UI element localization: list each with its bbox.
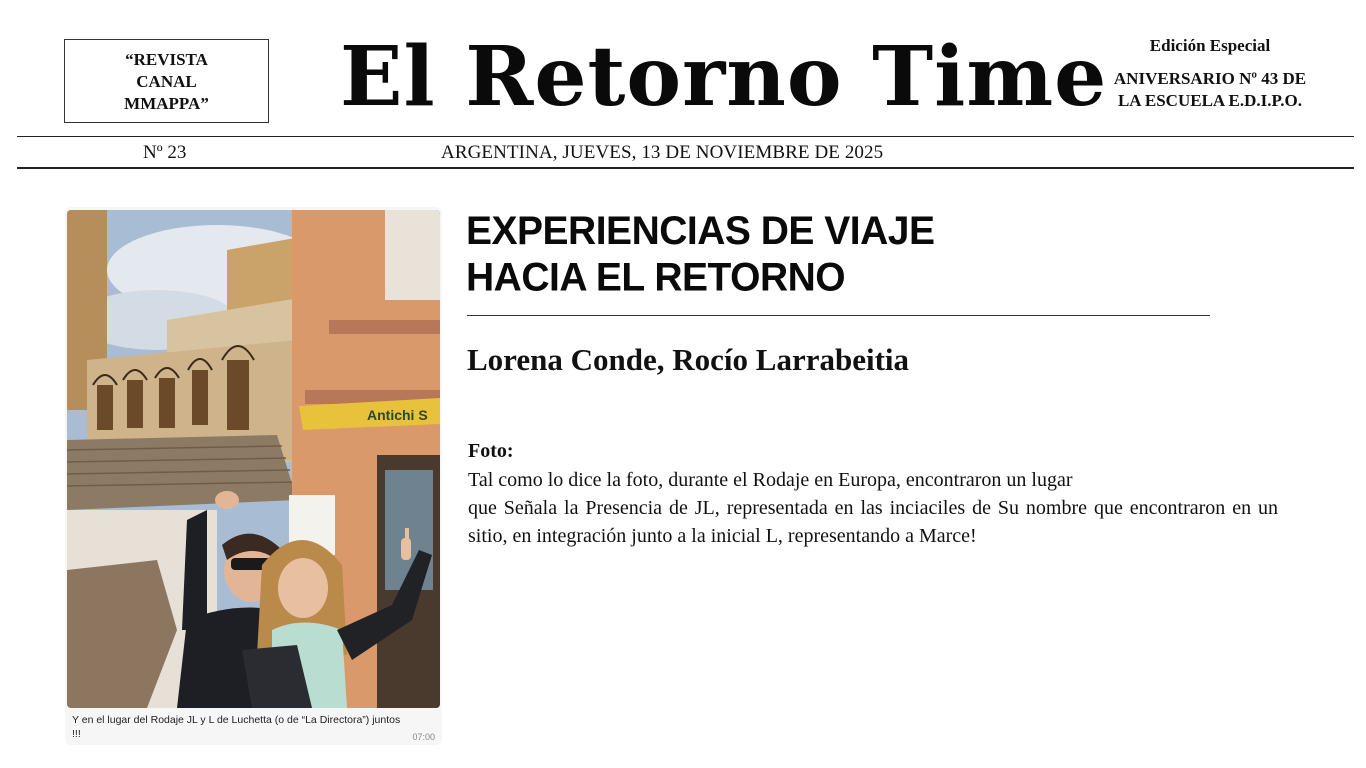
photo-card	[65, 207, 442, 745]
article-body-line: Tal como lo dice la foto, durante el Rodaje en Europa, encontraron un lugar	[468, 469, 1073, 491]
headline-divider	[467, 315, 1210, 316]
masthead-divider-bottom	[17, 167, 1354, 169]
issue-number: Nº 23	[143, 142, 187, 163]
article-byline: Lorena Conde, Rocío Larrabeitia	[467, 342, 910, 377]
magazine-box: “REVISTA CANAL MMAPPA”	[64, 39, 269, 123]
article-body-paragraph: que Señala la Presencia de JL, representada en las inciaciles de Su nombre que encontraron en un sitio, en integración junto a la inicial L, representando a Marce!	[468, 497, 1278, 547]
photo-label: Foto:	[468, 440, 514, 462]
photo-illustration	[67, 210, 440, 708]
edition-info	[1090, 35, 1330, 112]
article-headline: EXPERIENCIAS DE VIAJE HACIA EL RETORNO	[466, 209, 935, 300]
newspaper-title: El Retorno Time	[340, 29, 1108, 125]
dateline: ARGENTINA, JUEVES, 13 DE NOVIEMBRE DE 2025	[441, 142, 884, 163]
shop-sign: Antichi S	[367, 407, 428, 423]
photo-caption: Y en el lugar del Rodaje JL y L de Luchetta (o de “La Directora”) juntos !!!	[72, 714, 401, 740]
photo-timestamp: 07:00	[412, 732, 435, 742]
edition-label: Edición Especial	[1149, 36, 1271, 55]
anniversary-label: ANIVERSARIO Nº 43 DE LA ESCUELA E.D.I.P.O.	[1113, 69, 1307, 110]
masthead-divider-top	[17, 136, 1354, 137]
article-photo	[67, 210, 440, 708]
